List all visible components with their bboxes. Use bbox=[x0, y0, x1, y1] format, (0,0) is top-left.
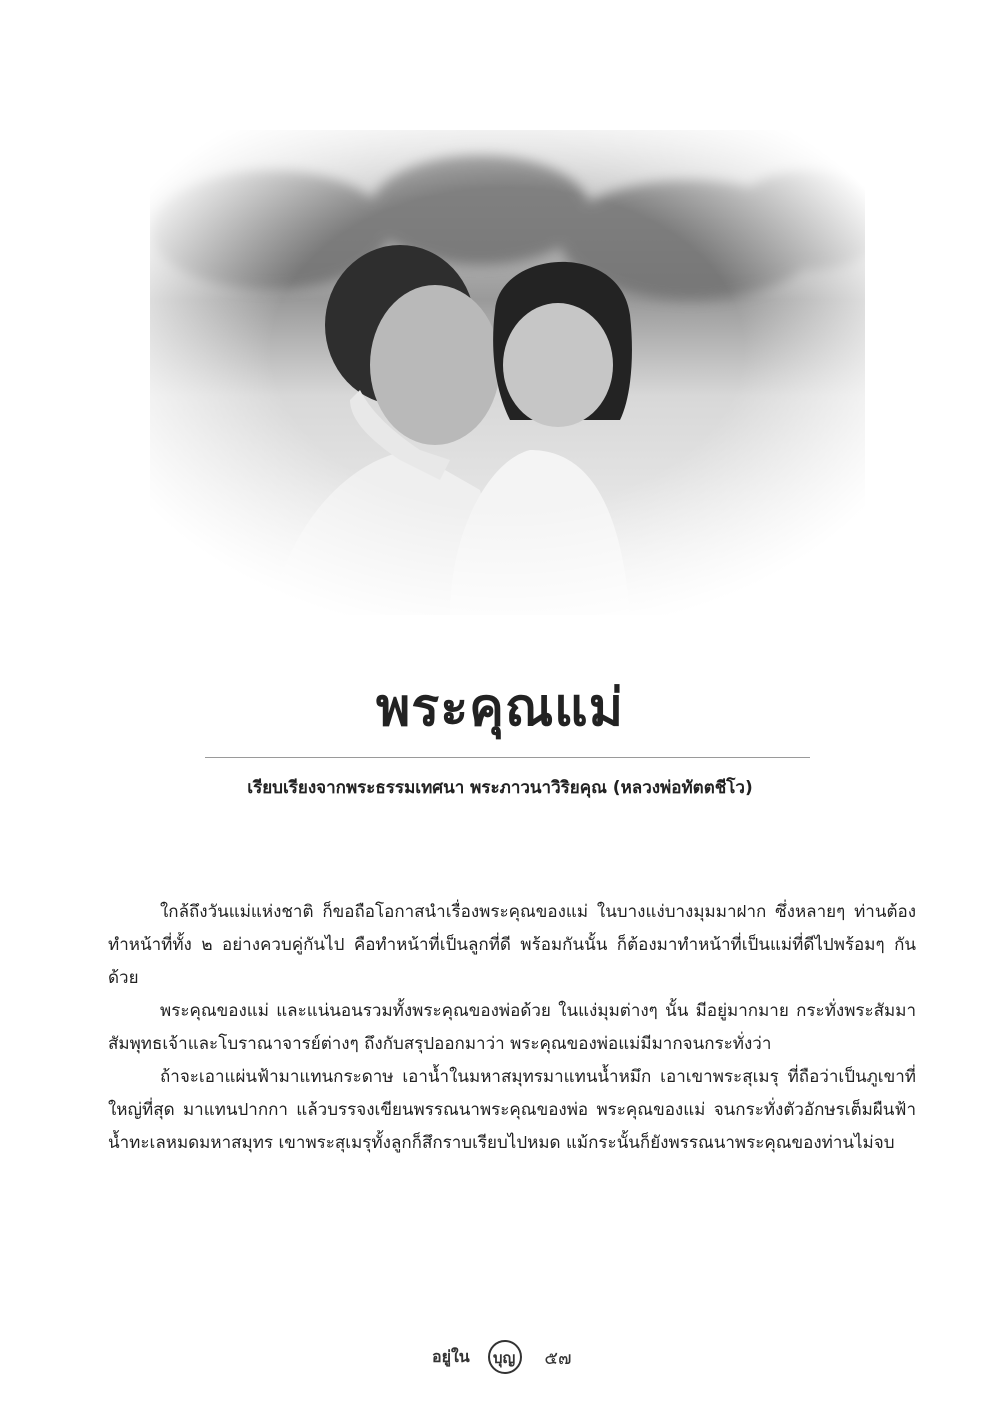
page-footer bbox=[0, 1338, 1000, 1376]
svg-text:อยู่ใน: อยู่ใน bbox=[432, 1347, 471, 1366]
title-divider bbox=[205, 757, 810, 758]
magazine-logo-icon bbox=[428, 1338, 538, 1376]
paragraph: ใกล้ถึงวันแม่แห่งชาติ ก็ขอถือโอกาสนำเรื่องพระคุณของแม่ ในบางแง่บางมุมมาฝาก ซึ่งหลายๆ ท่านต้องทำหน้าที่ทั้ง ๒ อย่างควบคู่กันไป คือทำหน้าที่เป็นลูกที่ดี พร้อมกันนั้น ก็ต้องมาทำหน้าที่เป็นแม่ที่ดีไปพร้อมๆ กันด้วย bbox=[108, 902, 916, 988]
page-number: ๕๗ bbox=[544, 1347, 572, 1369]
subtitle: เรียบเรียงจากพระธรรมเทศนา พระภาวนาวิริยคุณ (หลวงพ่อทัตตชีโว) bbox=[247, 778, 753, 798]
svg-text:บุญ: บุญ bbox=[493, 1349, 516, 1367]
paragraph: ถ้าจะเอาแผ่นฟ้ามาแทนกระดาษ เอาน้ำในมหาสมุทรมาแทนน้ำหมึก เอาเขาพระสุเมรุ ที่ถือว่าเป็นภูเขาที่ใหญ่ที่สุด มาแทนปากกา แล้วบรรจงเขียนพรรณนาพระคุณของพ่อ พระคุณของแม่ จนกระทั่งตัวอักษรเต็มผืนฟ้า น้ำทะเลหมดมหาสมุทร เขาพระสุเมรุทั้งลูกก็สึกราบเรียบไปหมด แม้กระนั้นก็ยังพรรณนาพระคุณของท่านไม่จบ bbox=[108, 1067, 916, 1153]
paragraph: พระคุณของแม่ และแน่นอนรวมทั้งพระคุณของพ่อด้วย ในแง่มุมต่างๆ นั้น มีอยู่มากมาย กระทั่งพระสัมมาสัมพุทธเจ้าและโบราณาจารย์ต่างๆ ถึงกับสรุปออกมาว่า พระคุณของพ่อแม่มีมากจนกระทั่งว่า bbox=[108, 1001, 917, 1054]
mother-child-photo bbox=[150, 130, 865, 615]
article-body bbox=[108, 896, 916, 1160]
page-title: พระคุณแม่ bbox=[376, 678, 624, 738]
